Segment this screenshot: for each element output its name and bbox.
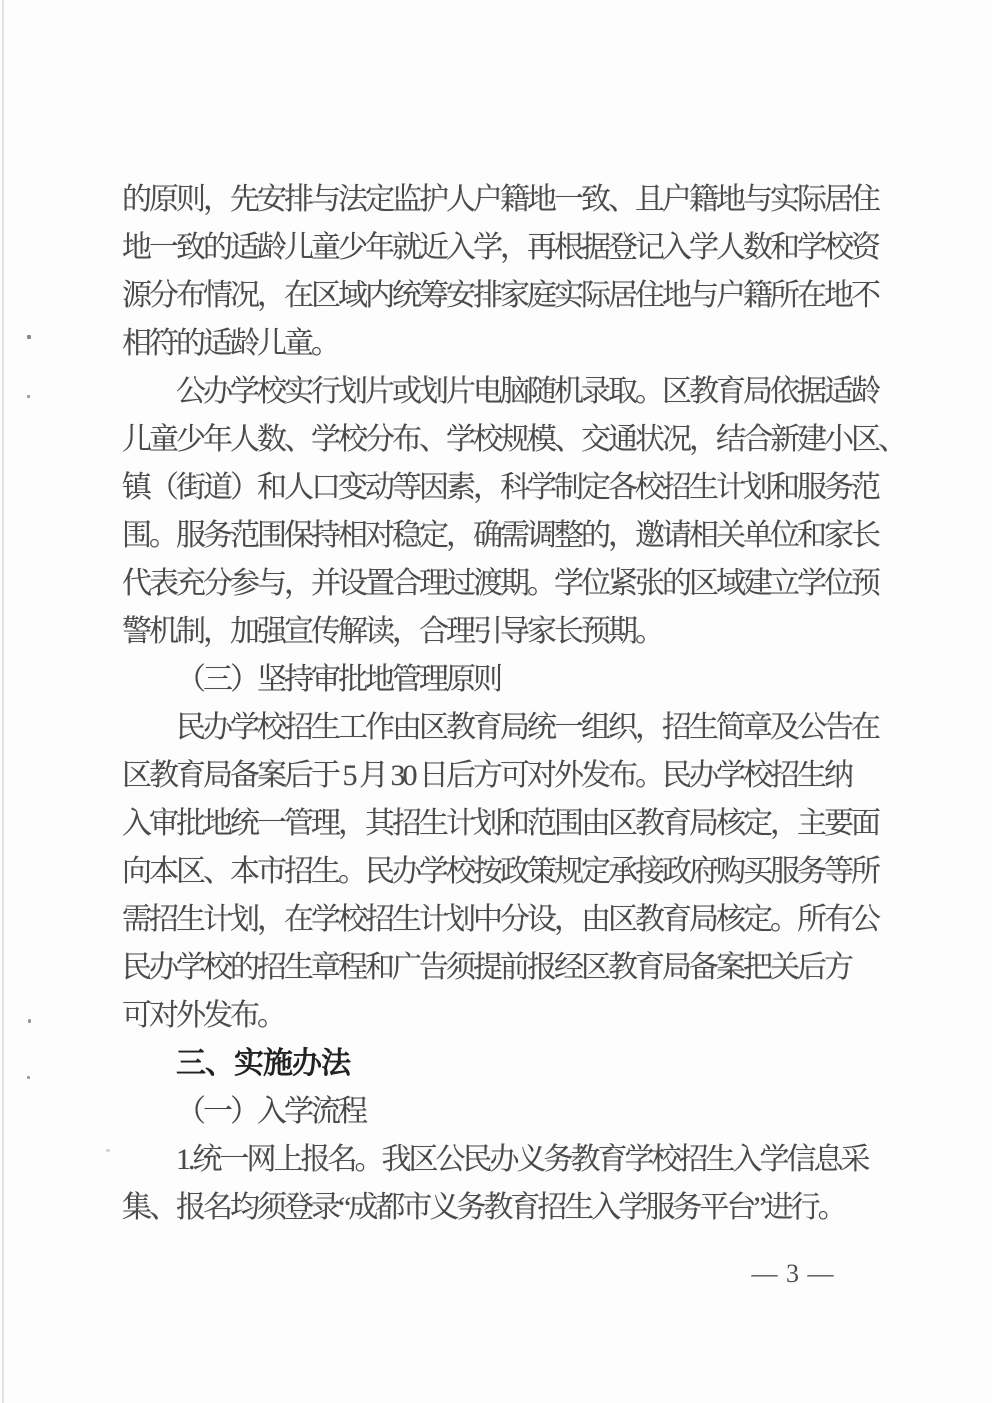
- body-line: 民办学校招生工作由区教育局统一组织，招生简章及公告在: [176, 711, 878, 744]
- body-line: 相符的适龄儿童。: [122, 327, 338, 360]
- body-line: 向本区、本市招生。民办学校按政策规定承接政府购买服务等所: [122, 855, 878, 888]
- body-line: 公办学校实行划片或划片电脑随机录取。区教育局依据适龄: [176, 375, 878, 408]
- body-line: 区教育局备案后于 5 月 30 日后方可对外发布。民办学校招生纳: [122, 759, 851, 792]
- scan-speck: [106, 1149, 110, 1152]
- scan-speck: [27, 395, 30, 398]
- body-line: 儿童少年人数、学校分布、学校规模、交通状况，结合新建小区、: [122, 423, 905, 456]
- body-line: 需招生计划，在学校招生计划中分设，由区教育局核定。所有公: [122, 903, 878, 936]
- body-line: 入审批地统一管理，其招生计划和范围由区教育局核定，主要面: [122, 807, 878, 840]
- body-line: 民办学校的招生章程和广告须提前报经区教育局备案把关后方: [122, 951, 851, 984]
- scan-speck: [28, 1019, 31, 1023]
- heading-subsection-1: （一）入学流程: [176, 1095, 365, 1128]
- body-line: 集、报名均须登录“成都市义务教育招生入学服务平台”进行。: [122, 1191, 845, 1224]
- body-line: 地一致的适龄儿童少年就近入学，再根据登记入学人数和学校资: [122, 231, 878, 264]
- heading-section-3: （三）坚持审批地管理原则: [176, 663, 500, 696]
- scan-speck: [27, 335, 31, 339]
- body-line: 源分布情况，在区域内统筹安排家庭实际居住地与户籍所在地不: [122, 279, 878, 312]
- body-line: 警机制，加强宣传解读，合理引导家长预期。: [122, 615, 662, 648]
- body-line: 围。服务范围保持相对稳定，确需调整的，邀请相关单位和家长: [122, 519, 878, 552]
- heading-part-3: 三、实施办法: [176, 1047, 350, 1080]
- body-line: 镇（街道）和人口变动等因素，科学制定各校招生计划和服务范: [122, 471, 878, 504]
- document-text-block: [122, 176, 905, 1232]
- body-line: 的原则，先安排与法定监护人户籍地一致、且户籍地与实际居住: [122, 183, 878, 216]
- body-line: 可对外发布。: [122, 999, 284, 1032]
- scan-edge-line: [2, 0, 4, 1403]
- scan-speck: [27, 1076, 30, 1079]
- page-number: — 3 —: [751, 1259, 835, 1288]
- body-line: 代表充分参与，并设置合理过渡期。学位紧张的区域建立学位预: [122, 567, 878, 600]
- body-line: 1.统一网上报名。我区公民办义务教育学校招生入学信息采: [176, 1143, 868, 1176]
